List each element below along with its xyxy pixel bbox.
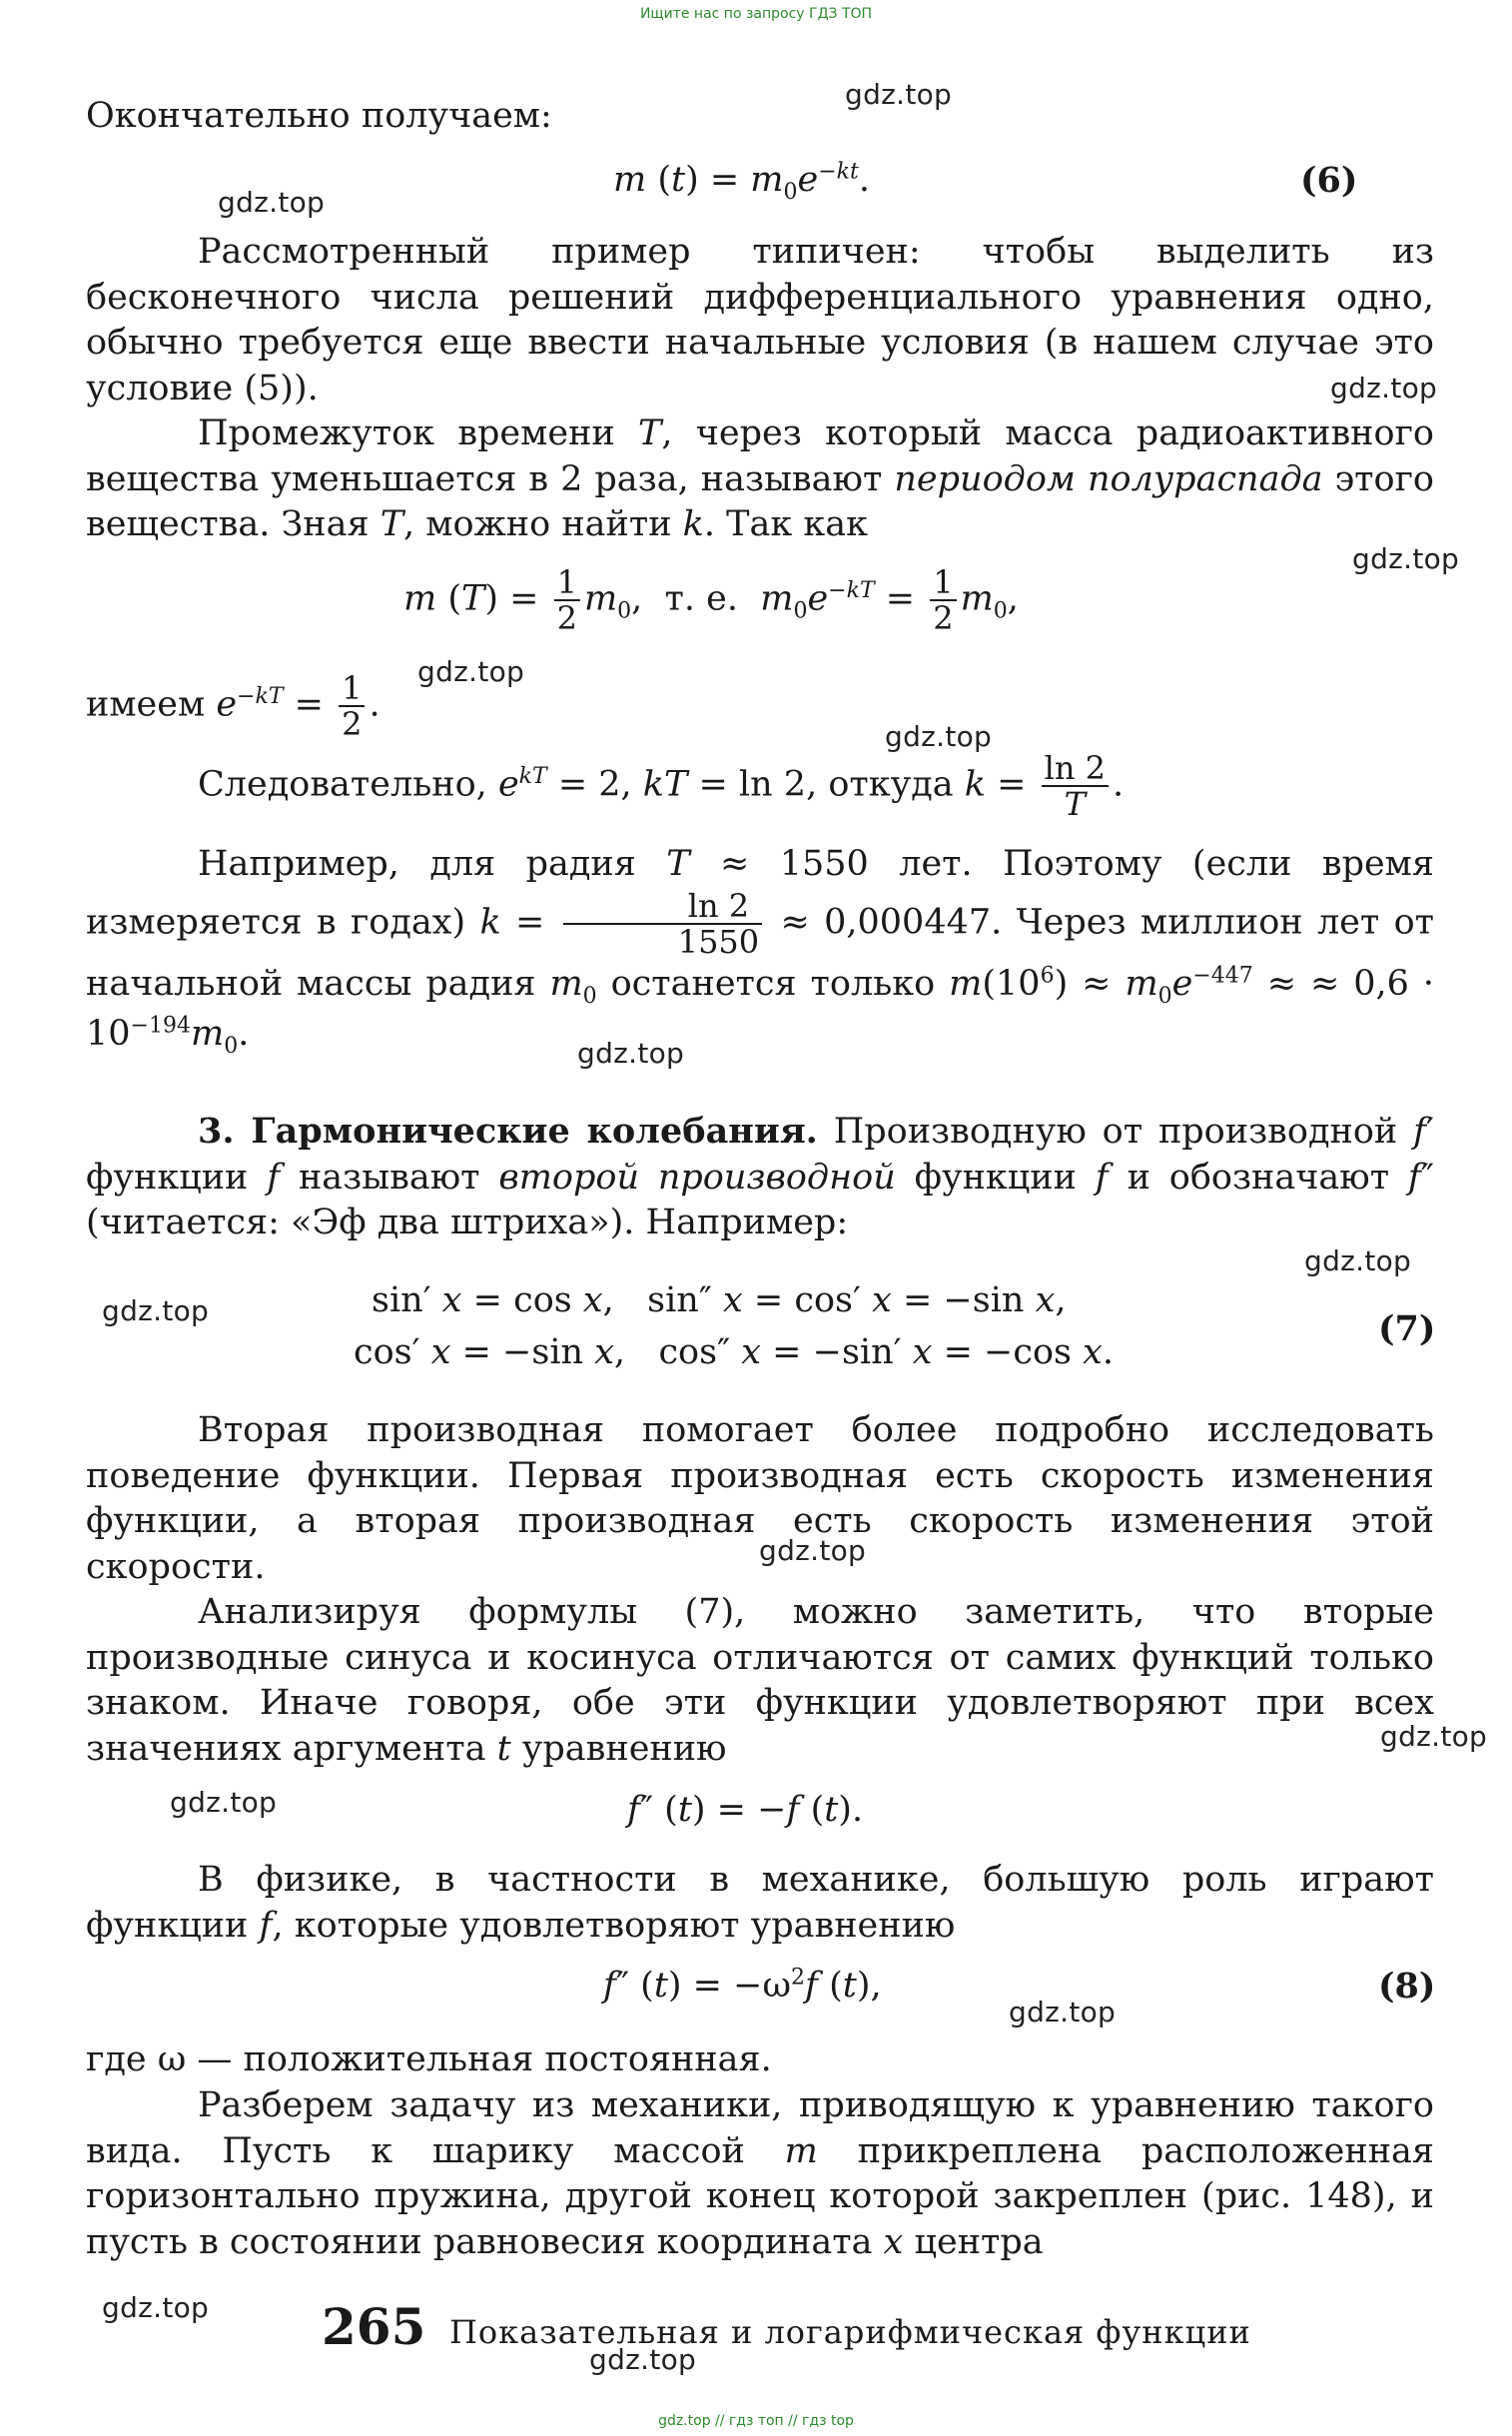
text: функции — [914, 1157, 1077, 1198]
text: . Так как — [703, 504, 868, 544]
watermark: gdz.top — [885, 720, 993, 753]
formula-6: m $(t) = m_0e^{-kt}$. — [613, 159, 870, 205]
watermark: gdz.top — [170, 1786, 278, 1819]
watermark: gdz.top — [218, 186, 326, 219]
formula-f-second: f″ (t) = −f (t). — [627, 1790, 864, 1830]
formula-exp-half: имеем $e^{-kT}$ = $\frac{1}{2}$ . — [86, 669, 380, 743]
text: , можно найти — [403, 504, 672, 544]
paragraph-final-result: Окончательно получаем: — [86, 96, 552, 136]
watermark: gdz.top — [1352, 542, 1460, 575]
formula-7-line2: cos′ x = −sin x, cos″ x = −sin′ x = −cos x. — [354, 1332, 1115, 1372]
chapter-title: Показательная и логарифмическая функции — [449, 2313, 1251, 2351]
text: , через который масса радиоактивного вещества уменьшается в 2 раза, называют — [86, 413, 1434, 499]
text: прикреплена расположенная горизонтально пружина, другой конец которой закреплен (рис. 148), и пусть в состоянии равновесия координата — [86, 2130, 1434, 2262]
text: Разберем задачу из механики, приводящую к уравнению такого вида. Пусть к шарику массой — [86, 2085, 1434, 2171]
footer-banner: gdz.top // гдз топ // гдз top — [658, 2413, 854, 2429]
header-search-banner: Ищите нас по запросу ГДЗ ТОП — [639, 6, 873, 22]
formula-half-mass: m (T) = $\frac{1}{2}$ $m_0$, т. е. $m_0e^{-kT}$ = $\frac{1}{2}$ $m_0$, — [403, 563, 1019, 637]
text: называют — [298, 1157, 480, 1198]
text: и обозначают — [1127, 1157, 1390, 1198]
equation-number-8: (8) — [1378, 1966, 1436, 2007]
watermark: gdz.top — [759, 1534, 867, 1567]
equation-number-6: (6) — [1300, 160, 1358, 201]
watermark: gdz.top — [102, 1294, 210, 1327]
watermark: gdz.top — [577, 1037, 685, 1070]
text: Например, для радия — [198, 844, 636, 884]
watermark: gdz.top — [1330, 372, 1438, 405]
section-title: 3. Гармонические колебания. — [198, 1111, 818, 1152]
paragraph-mechanics-problem: Разберем задачу из механики, приводящую к уравнению такого вида. Пусть к шарику массой m прикреплена расположенная горизонтально пружина, другой конец которой закреплен (рис. 148), и пусть в состоянии равновесия координата x центра — [86, 2085, 1434, 2262]
text: Производную от производной — [833, 1112, 1398, 1152]
watermark: gdz.top — [417, 655, 525, 688]
formula-8: f″ $(t) = -\omega^2f$ (t), — [603, 1965, 882, 2006]
text: откуда — [828, 764, 954, 805]
watermark: gdz.top — [1304, 1244, 1412, 1277]
equation-number-7: (7) — [1378, 1308, 1436, 1349]
paragraph-harmonic: 3. Гармонические колебания. Производную от производной f′ функции f называют второй производной функции f и обозначают f″ (читается: «Эф два штриха»). Например: — [86, 1111, 1434, 1242]
text: Анализируя формулы (7), можно заметить, что вторые производные синуса и косинуса отличаются от самих функций только знаком. Иначе говоря, обе эти функции удовлетворяют при всех значениях аргумента — [86, 1592, 1434, 1769]
text: центра — [914, 2221, 1044, 2262]
paragraph-physics: В физике, в частности в механике, большую роль играют функции f, которые удовлетворяют уравнению — [86, 1860, 1434, 1946]
watermark: gdz.top — [589, 2343, 697, 2376]
watermark: gdz.top — [1380, 1720, 1488, 1753]
paragraph-omega: где ω — положительная постоянная. — [86, 2039, 772, 2079]
watermark: gdz.top — [1009, 1996, 1117, 2029]
text: (читается: «Эф два штриха»). Например: — [86, 1203, 849, 1242]
watermark: gdz.top — [102, 2291, 210, 2324]
page-number: 265 — [322, 2297, 426, 2356]
text: Следовательно, — [198, 764, 487, 805]
text: В физике, в частности в механике, большую роль играют функции — [86, 1860, 1434, 1946]
text: имеем — [86, 684, 206, 725]
text: функции — [86, 1157, 249, 1198]
text: , которые удовлетворяют уравнению — [272, 1905, 956, 1946]
text: 0,000447. Через миллион лет от начальной массы радия — [86, 902, 1435, 1004]
text: останется только — [610, 964, 936, 1004]
text: уравнению — [521, 1728, 727, 1769]
paragraph-radium-example: Например, для радия T ≈ 1550 лет. Поэтому (если время измеряется в годах) k = $\frac{\ln 2}{1550}$ ≈ 0,000447. Через миллион лет от начальной массы радия $m_0$ останется только $m(10^6) \approx m_0e^{-447}$ ≈ ≈ $0,6 \cdot 10^{-194}m_0$. — [86, 844, 1435, 1059]
paragraph-analysis: Анализируя формулы (7), можно заметить, что вторые производные синуса и косинуса отличаются от самих функций только знаком. Иначе говоря, обе эти функции удовлетворяют при всех значениях аргумента t уравнению — [86, 1592, 1434, 1769]
formula-7-line1: sin′ x = cos x, sin″ x = cos′ x = −sin x, — [372, 1280, 1067, 1320]
term-second-derivative: второй производной — [498, 1157, 896, 1198]
term-half-life: периодом полураспада — [894, 458, 1323, 499]
watermark: gdz.top — [845, 78, 953, 111]
formula-k-ln2: Следовательно, $e^{kT} = 2$, kT = ln 2, откуда k = $\frac{\ln 2}{T}$ . — [198, 749, 1125, 823]
text: Промежуток времени — [198, 413, 615, 453]
text: этого вещества. Зная — [86, 458, 1435, 544]
text: т. е. — [664, 578, 738, 619]
paragraph-second-derivative: Вторая производная помогает более подробно исследовать поведение функции. Первая производная есть скорость изменения функции, а вторая производная есть скорость изменения этой скорости. — [86, 1410, 1434, 1587]
paragraph-typical-example: Рассмотренный пример типичен: чтобы выделить из бесконечного числа решений дифференциального уравнения одно, обычно требуется еще ввести начальные условия (в нашем случае это условие (5)). — [86, 232, 1434, 408]
text: 1550 лет. Поэтому (если время измеряется в годах) — [86, 844, 1434, 943]
paragraph-half-life: Промежуток времени T, через который масса радиоактивного вещества уменьшается в 2 раза, называют периодом полураспада этого вещества. Зная T, можно найти k. Так как — [86, 413, 1435, 544]
